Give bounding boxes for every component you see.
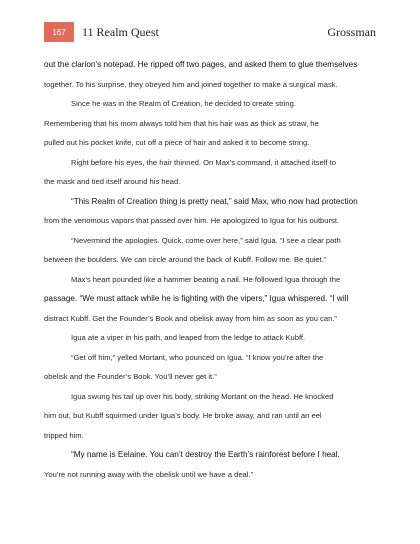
text-line: him out, but Kubff squirmed under Igua’s body. He broke away, and ran until an eel <box>44 411 322 420</box>
text-line: passage. “We must attack while he is fighting with the vipers,” Igua whispered. “I will <box>44 294 349 303</box>
text-line: “This Realm of Creation thing is pretty neat,” said Max, who now had protection <box>71 196 358 206</box>
text-line: “Get off him,” yelled Mortant, who pounced on Igua. “I know you’re after the <box>71 352 324 362</box>
text-line: You’re not running away with the obelisk until we have a deal.” <box>44 469 254 479</box>
text-line: Igua swung his tail up over his body, striking Mortant on the head. He knocked <box>71 391 334 401</box>
text-line: tripped him. <box>44 430 84 440</box>
text-line: Right before his eyes, the hair thinned. On Max’s command, it attached itself to <box>71 157 336 167</box>
text-line: Max’s heart pounded like a hammer beating a nail. He followed Igua through the <box>71 274 341 284</box>
book-title: 11 Realm Quest <box>82 25 159 39</box>
text-line: between the boulders. We can circle around the back of Kubff. Follow me. Be quiet.” <box>44 255 327 264</box>
text-line: from the venomous vapors that passed over him. He apologized to Igua for his outburst. <box>44 216 340 225</box>
page-header <box>44 22 376 44</box>
text-line: together. To his surprise, they obeyed him and joined together to make a surgical mask. <box>44 79 338 89</box>
text-line: “Nevermind the apologies. Quick, come over here,” said Igua. “I see a clear path <box>71 235 341 245</box>
page-number-badge: 167 <box>44 22 74 42</box>
text-line: obelisk and the Founder’s Book. You’ll never get it.” <box>44 372 217 381</box>
text-line: the mask and tied itself around his head. <box>44 177 181 186</box>
text-line: “My name is Eelaine. You can’t destroy the Earth’s rainforest before I heal. <box>71 450 340 459</box>
author-name: Grossman <box>327 25 376 39</box>
text-line: pulled out his pocket knife, cut off a piece of hair and asked it to become string. <box>44 138 310 147</box>
text-line: Remembering that his mom always told him that his hair was as thick as straw, he <box>44 118 319 128</box>
text-line: out the clarion’s notepad. He ripped off two pages, and asked them to glue themselves <box>44 60 358 69</box>
text-line: distract Kubff. Get the Founder’s Book and obelisk away from him as soon as you can.” <box>44 313 337 323</box>
body-text <box>44 55 380 484</box>
text-line: Igua ate a viper in his path, and leaped from the ledge to attack Kubff. <box>71 333 306 342</box>
text-line: Since he was in the Realm of Creation, he decided to create string. <box>71 99 296 108</box>
